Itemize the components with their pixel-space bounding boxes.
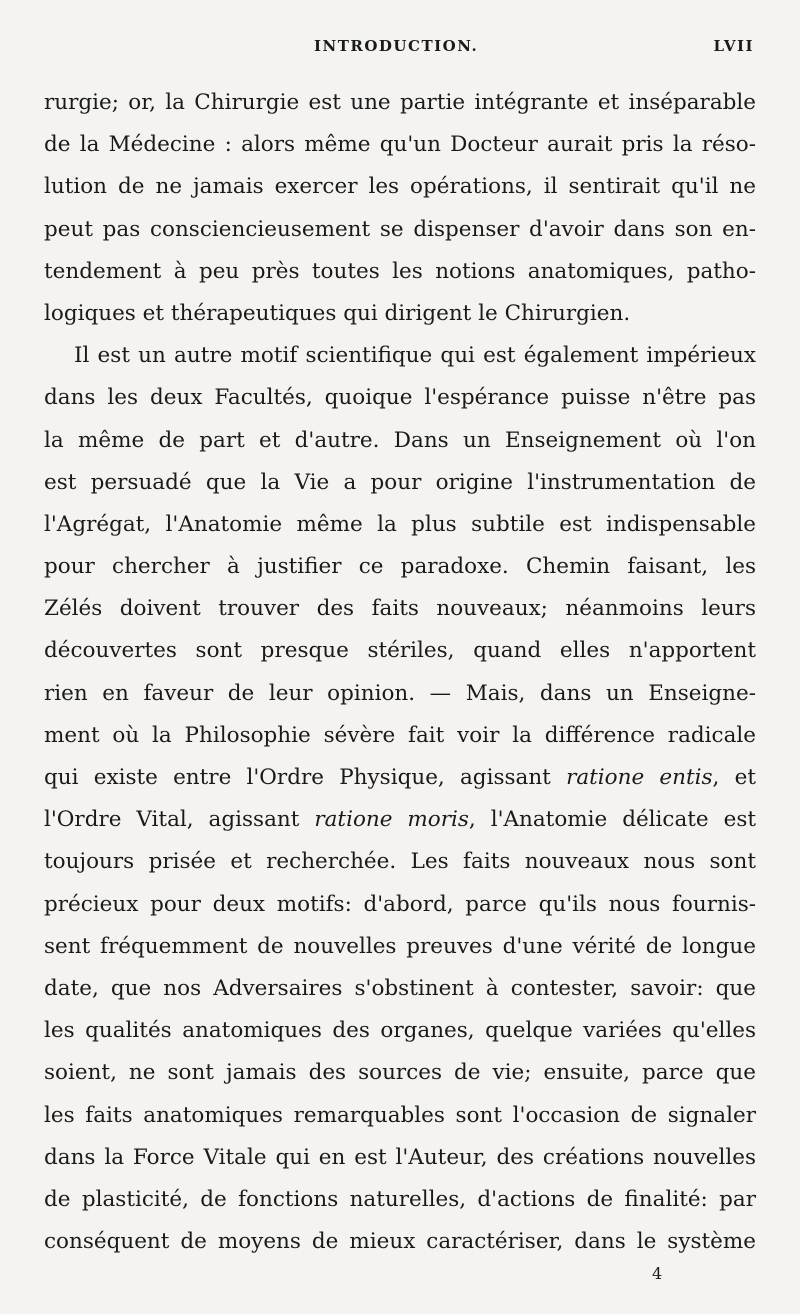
text-line: de plasticité, de fonctions naturelles, d'actions de finalité: par xyxy=(44,1186,756,1212)
text-line: date, que nos Adversaires s'obstinent à contester, savoir: que xyxy=(44,975,756,1001)
text-line: de la Médecine : alors même qu'un Docteur aurait pris la réso- xyxy=(44,132,756,158)
text-line: dans la Force Vitale qui en est l'Auteur, des créations nouvelles xyxy=(44,1144,756,1170)
line-text: , et xyxy=(712,765,756,790)
line-text: l'Ordre Vital, agissant xyxy=(44,807,315,833)
text-line: toujours prisée et recherchée. Les faits nouveaux nous sont xyxy=(44,849,756,875)
line-text: qui existe entre l'Ordre Physique, agissant xyxy=(44,765,567,790)
line-text: , l'Anatomie délicate est xyxy=(468,807,757,833)
text-line: précieux pour deux motifs: d'abord, parce qu'ils nous fournis- xyxy=(44,891,756,917)
text-line: découvertes sont presque stériles, quand elles n'apportent xyxy=(44,638,756,664)
text-line: sent fréquemment de nouvelles preuves d'une vérité de longue xyxy=(44,933,756,959)
text-line: Zélés doivent trouver des faits nouveaux; néanmoins leurs xyxy=(44,596,756,622)
text-line: l'Agrégat, l'Anatomie même la plus subtile est indispensable xyxy=(44,511,756,537)
body-text xyxy=(44,82,756,1263)
text-line: soient, ne sont jamais des sources de vie; ensuite, parce que xyxy=(44,1060,756,1086)
italic-phrase: ratione entis xyxy=(566,765,713,790)
running-title: INTRODUCTION. xyxy=(314,37,479,55)
paragraph-start-line: Il est un autre motif scientifique qui est également impérieux xyxy=(74,343,756,369)
text-line: les faits anatomiques remarquables sont l'occasion de signaler xyxy=(44,1102,756,1128)
paragraph-end-line: logiques et thérapeutiques qui dirigent le Chirurgien. xyxy=(44,300,631,326)
text-line: est persuadé que la Vie a pour origine l'instrumentation de xyxy=(44,469,756,495)
text-line: les qualités anatomiques des organes, quelque variées qu'elles xyxy=(44,1018,756,1044)
text-line: tendement à peu près toutes les notions anatomiques, patho- xyxy=(44,258,756,284)
text-line: conséquent de moyens de mieux caractériser, dans le système xyxy=(44,1229,756,1255)
text-line: ment où la Philosophie sévère fait voir la différence radicale xyxy=(44,722,756,748)
text-line: lution de ne jamais exercer les opérations, il sentirait qu'il ne xyxy=(44,174,756,200)
text-line: rien en faveur de leur opinion. — Mais, dans un Enseigne- xyxy=(44,680,756,706)
text-line-with-italic xyxy=(44,757,756,799)
italic-phrase: ratione moris xyxy=(314,807,469,833)
text-line: rurgie; or, la Chirurgie est une partie intégrante et inséparable xyxy=(44,90,756,115)
text-line: pour chercher à justifier ce paradoxe. Chemin faisant, les xyxy=(44,554,756,580)
running-head xyxy=(44,37,754,57)
text-line: dans les deux Facultés, quoique l'espérance puisse n'être pas xyxy=(44,385,756,411)
signature-mark: 4 xyxy=(652,1264,663,1283)
text-line-with-italic xyxy=(44,799,756,841)
text-line: peut pas consciencieusement se dispenser d'avoir dans son en- xyxy=(44,216,756,242)
page-number: LVII xyxy=(713,37,754,55)
text-line: la même de part et d'autre. Dans un Enseignement où l'on xyxy=(44,427,756,453)
